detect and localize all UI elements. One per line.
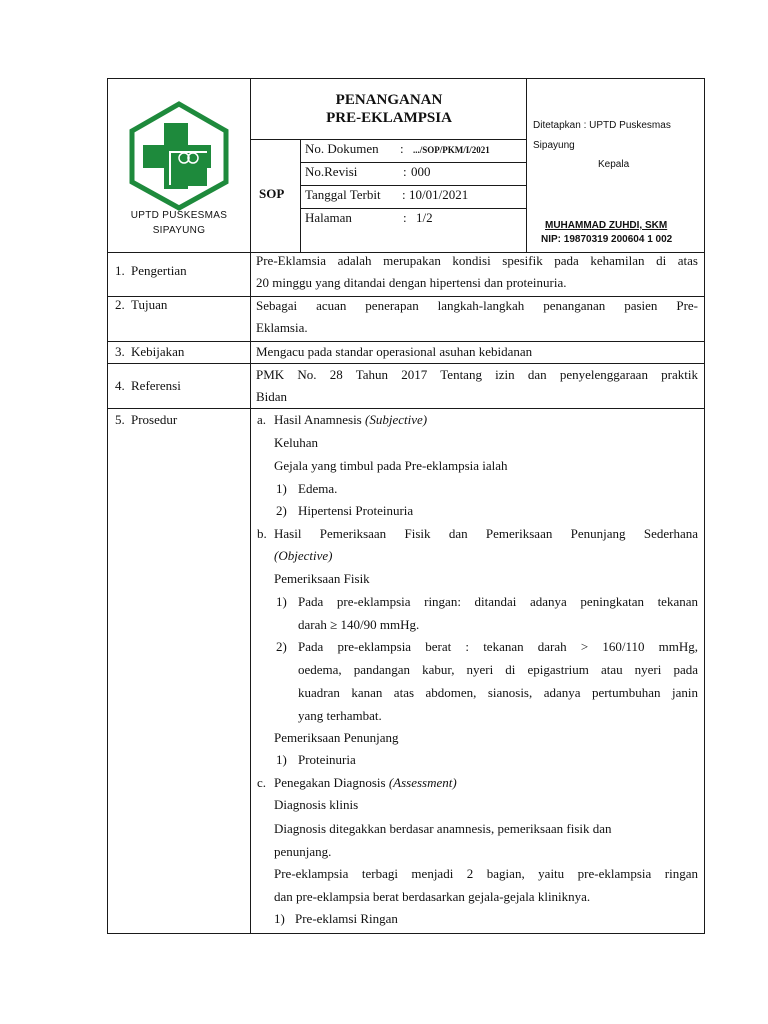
pemeriksaan-penunjang-label: Pemeriksaan Penunjang bbox=[274, 730, 399, 745]
pf-2-num: 2) bbox=[276, 639, 287, 654]
row-divider-3 bbox=[107, 363, 705, 364]
ringan-num: 1) bbox=[274, 911, 285, 926]
tujuan-line-1: Sebagai acuan penerapan langkah-langkah penanganan pasien Pre- bbox=[256, 298, 698, 313]
row-number-5: 5. bbox=[115, 412, 125, 427]
row-label-tujuan: Tujuan bbox=[131, 297, 168, 312]
row-number-4: 4. bbox=[115, 378, 125, 393]
gejala-2-num: 2) bbox=[276, 503, 287, 518]
section-a-text: Hasil Anamnesis bbox=[274, 412, 365, 427]
pp-1-text: Proteinuria bbox=[298, 752, 356, 767]
row-number-3: 3. bbox=[115, 344, 125, 359]
meta-divider-1 bbox=[300, 162, 526, 163]
section-c-text: Penegakan Diagnosis bbox=[274, 775, 389, 790]
pf-1-num: 1) bbox=[276, 594, 287, 609]
meta-label-no-dokumen: No. Dokumen bbox=[305, 141, 379, 156]
meta-label-tanggal-terbit: Tanggal Terbit bbox=[305, 187, 381, 202]
ditetapkan-place: Sipayung bbox=[533, 140, 575, 151]
signer-nip: NIP: 19870319 200604 1 002 bbox=[541, 234, 673, 245]
row-divider-2 bbox=[107, 341, 705, 342]
pre-eklampsia-line-2: dan pre-eklampsia berat berdasarkan gejala-gejala kliniknya. bbox=[274, 889, 591, 904]
ditetapkan-text: Ditetapkan : UPTD Puskesmas bbox=[533, 120, 671, 131]
logo-caption-1: UPTD PUSKESMAS bbox=[130, 210, 228, 221]
header-right-divider bbox=[526, 78, 527, 252]
row-divider-4 bbox=[107, 408, 705, 409]
table-border-left bbox=[107, 78, 108, 934]
section-b-heading: Hasil Pemeriksaan Fisik dan Pemeriksaan Penunjang Sederhana bbox=[274, 526, 698, 541]
row-label-kebijakan: Kebijakan bbox=[131, 344, 185, 359]
row-label-referensi: Referensi bbox=[131, 378, 181, 393]
section-b-marker: b. bbox=[257, 526, 267, 541]
row-number-1: 1. bbox=[115, 263, 125, 278]
gejala-1-text: Edema. bbox=[298, 481, 338, 496]
section-c-italic: (Assessment) bbox=[388, 775, 457, 790]
meta-value-no-dokumen: .../SOP/PKM/I/2021 bbox=[413, 145, 490, 155]
meta-value-halaman: 1/2 bbox=[416, 210, 433, 225]
document-title-line-2: PRE-EKLAMPSIA bbox=[326, 110, 452, 126]
signer-name: MUHAMMAD ZUHDI, SKM bbox=[545, 220, 668, 231]
pf-2-line-2: oedema, pandangan kabur, nyeri di epigastrium atau nyeri pada bbox=[298, 662, 698, 677]
referensi-line-1: PMK No. 28 Tahun 2017 Tentang izin dan penyelenggaraan praktik bbox=[256, 367, 698, 382]
table-border-top bbox=[107, 78, 705, 79]
kebijakan-line-1: Mengacu pada standar operasional asuhan kebidanan bbox=[256, 344, 533, 359]
meta-sep-tanggal-terbit: : bbox=[402, 187, 406, 202]
gejala-2-text: Hipertensi Proteinuria bbox=[298, 503, 414, 518]
referensi-line-2: Bidan bbox=[256, 389, 288, 404]
gejala-text: Gejala yang timbul pada Pre-eklampsia ialah bbox=[274, 458, 508, 473]
pre-eklampsia-line-1: Pre-eklampsia terbagi menjadi 2 bagian, yaitu pre-eklampsia ringan bbox=[274, 866, 698, 881]
tujuan-line-2: Eklamsia. bbox=[256, 320, 308, 335]
pengertian-line-1: Pre-Eklamsia adalah merupakan kondisi spesifik pada kehamilan di atas bbox=[256, 253, 698, 268]
pf-2-line-4: yang terhambat. bbox=[298, 708, 382, 723]
logo-caption-2: SIPAYUNG bbox=[152, 225, 206, 236]
row-divider-1 bbox=[107, 296, 705, 297]
diagnosis-klinis-label: Diagnosis klinis bbox=[274, 797, 359, 812]
meta-divider-3 bbox=[300, 208, 526, 209]
row-number-2: 2. bbox=[115, 297, 125, 312]
meta-value-tanggal-terbit: 10/01/2021 bbox=[409, 187, 469, 202]
section-c-marker: c. bbox=[257, 775, 267, 790]
row-label-prosedur: Prosedur bbox=[131, 412, 178, 427]
sop-divider bbox=[300, 139, 301, 252]
meta-sep-no-dokumen: : bbox=[400, 141, 404, 156]
section-c-heading bbox=[274, 775, 457, 791]
puskesmas-logo bbox=[127, 101, 231, 211]
section-b-italic-text: (Objective) bbox=[274, 548, 333, 563]
meta-label-no-revisi: No.Revisi bbox=[305, 164, 358, 179]
meta-value-no-revisi: 000 bbox=[411, 164, 431, 179]
table-border-right bbox=[704, 78, 705, 934]
kepala-label: Kepala bbox=[598, 159, 630, 170]
pf-1-line-1: Pada pre-eklampsia ringan: ditandai adanya peningkatan tekanan bbox=[298, 594, 698, 609]
section-a-marker: a. bbox=[257, 412, 267, 427]
diagnosis-line-2: penunjang. bbox=[274, 844, 332, 859]
meta-sep-no-revisi: : bbox=[403, 164, 407, 179]
row-label-pengertian: Pengertian bbox=[131, 263, 187, 278]
meta-label-halaman: Halaman bbox=[305, 210, 352, 225]
section-b-italic bbox=[274, 548, 332, 564]
table-border-bottom bbox=[107, 933, 705, 934]
pp-1-num: 1) bbox=[276, 752, 287, 767]
title-divider bbox=[250, 139, 526, 140]
pf-1-line-2: darah ≥ 140/90 mmHg. bbox=[298, 617, 420, 632]
meta-sep-halaman: : bbox=[403, 210, 407, 225]
sop-label: SOP bbox=[259, 186, 285, 201]
meta-divider-2 bbox=[300, 185, 526, 186]
column-divider bbox=[250, 78, 251, 934]
pengertian-line-2: 20 minggu yang ditandai dengan hipertensi dan proteinuria. bbox=[256, 275, 567, 290]
section-a-heading bbox=[274, 412, 427, 428]
ringan-text: Pre-eklamsi Ringan bbox=[295, 911, 398, 926]
section-a-italic: (Subjective) bbox=[365, 412, 428, 427]
diagnosis-line-1: Diagnosis ditegakkan berdasar anamnesis, pemeriksaan fisik dan bbox=[274, 821, 612, 836]
pf-2-line-3: kuadran kanan atas abdomen, sianosis, adanya pertumbuhan janin bbox=[298, 685, 698, 700]
keluhan-label: Keluhan bbox=[274, 435, 319, 450]
pf-2-line-1: Pada pre-eklampsia berat : tekanan darah > 160/110 mmHg, bbox=[298, 639, 698, 654]
document-title-line-1: PENANGANAN bbox=[335, 92, 443, 108]
gejala-1-num: 1) bbox=[276, 481, 287, 496]
pemeriksaan-fisik-label: Pemeriksaan Fisik bbox=[274, 571, 370, 586]
